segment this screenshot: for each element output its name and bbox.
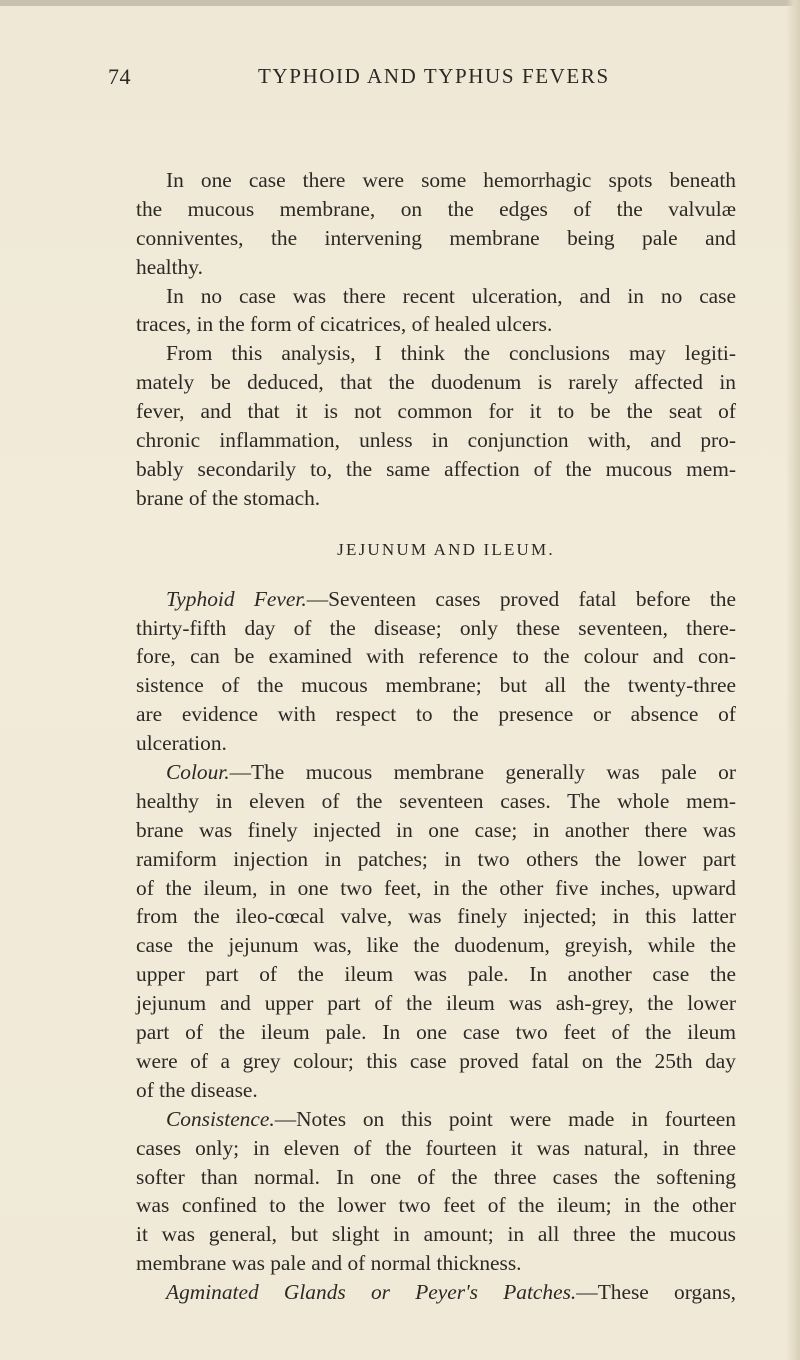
paragraph-lead-text: —These organs, [576, 1280, 736, 1305]
text-line: traces, in the form of cicatrices, of healed ulcers. [136, 312, 553, 337]
text-line: In no case was there recent ulceration, and in no case [166, 283, 736, 308]
text-line: healthy. [136, 254, 203, 279]
text-line: of the ileum, in one two feet, in the other five inches, upward [136, 875, 736, 900]
text-line: membrane was pale and of normal thickness. [136, 1251, 522, 1276]
page-right-edge [786, 0, 800, 1360]
paragraph-first-line [136, 1105, 736, 1134]
text-line: are evidence with respect to the presence or absence of [136, 702, 736, 727]
text-line: from the ileo-cœcal valve, was finely injected; in this latter [136, 904, 736, 929]
text-line: softer than normal. In one of the three cases the softening [136, 1164, 736, 1189]
text-line: fever, and that it is not common for it to be the seat of [136, 399, 736, 424]
text-line: part of the ileum pale. In one case two feet of the ileum [136, 1020, 736, 1045]
text-line: thirty-fifth day of the disease; only these seventeen, there- [136, 615, 736, 640]
text-line: conniventes, the intervening membrane being pale and [136, 225, 736, 250]
text-line: were of a grey colour; this case proved fatal on the 25th day [136, 1048, 736, 1073]
text-line: mately be deduced, that the duodenum is rarely affected in [136, 370, 736, 395]
paragraph-lead-italic: Colour. [166, 760, 230, 785]
text-line: healthy in eleven of the seventeen cases. The whole mem- [136, 788, 736, 813]
paragraph-lead-text: —Notes on this point were made in fourteen [274, 1106, 736, 1131]
text-line: fore, can be examined with reference to the colour and con- [136, 644, 736, 669]
paragraph-lead-text: —The mucous membrane generally was pale or [229, 760, 736, 785]
paragraph-lead-italic: Typhoid Fever. [166, 586, 307, 611]
paragraph-first-line [136, 1278, 736, 1307]
text-line: ramiform injection in patches; in two others the lower part [136, 846, 736, 871]
paragraph-first-line [136, 758, 736, 787]
text-line: upper part of the ileum was pale. In another case the [136, 962, 736, 987]
body-text [136, 166, 736, 1307]
text-line: was confined to the lower two feet of the ileum; in the other [136, 1193, 736, 1218]
text-line: ulceration. [136, 731, 227, 756]
paragraph-lead-italic: Consistence. [166, 1106, 275, 1131]
text-line: cases only; in eleven of the fourteen it was natural, in three [136, 1135, 736, 1160]
text-line: brane was finely injected in one case; in another there was [136, 817, 736, 842]
text-line: bably secondarily to, the same affection of the mucous mem- [136, 456, 736, 481]
paragraph-lead-text: —Seventeen cases proved fatal before the [306, 586, 736, 611]
page-top-edge [0, 0, 800, 6]
text-line: sistence of the mucous membrane; but all the twenty-three [136, 673, 736, 698]
text-line: the mucous membrane, on the edges of the valvulæ [136, 196, 736, 221]
text-line: jejunum and upper part of the ileum was ash-grey, the lower [136, 991, 736, 1016]
page-number: 74 [108, 64, 131, 89]
text-line: chronic inflammation, unless in conjunction with, and pro- [136, 428, 736, 453]
text-line: of the disease. [136, 1077, 258, 1102]
text-line: In one case there were some hemorrhagic spots beneath [166, 168, 736, 192]
paragraph-first-line [136, 585, 736, 614]
running-head: TYPHOID AND TYPHUS FEVERS [258, 64, 610, 88]
text-line: it was general, but slight in amount; in all three the mucous [136, 1222, 736, 1247]
section-heading: JEJUNUM AND ILEUM. [337, 539, 555, 559]
text-line: From this analysis, I think the conclusions may legiti- [166, 341, 736, 366]
text-line: brane of the stomach. [136, 485, 321, 510]
text-line: case the jejunum was, like the duodenum, greyish, while the [136, 933, 736, 958]
paragraph-lead-italic: Agminated Glands or Peyer's Patches. [166, 1280, 577, 1305]
